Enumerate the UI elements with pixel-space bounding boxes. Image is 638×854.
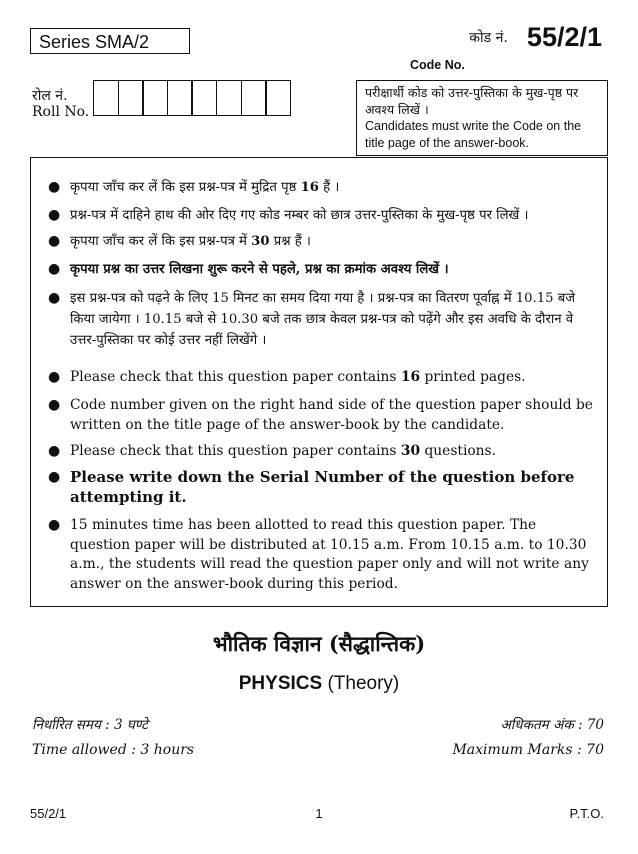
candidate-note-box: [356, 80, 608, 156]
title-english-main: PHYSICS: [238, 673, 323, 694]
bullet-icon: ●: [48, 369, 61, 385]
instruction-item: ● Please write down the Serial Number of the question before attempting it.: [48, 468, 575, 506]
title-hindi: भौतिक विज्ञान (सैद्धान्तिक): [212, 631, 426, 656]
instruction-item: ● कृपया जाँच कर लें कि इस प्रश्न-पत्र में मुद्रित पृष्ठ 16 हैं ।: [70, 178, 596, 198]
bullet-icon: ●: [48, 261, 61, 277]
roll-box[interactable]: [118, 80, 144, 116]
roll-box[interactable]: [167, 80, 193, 116]
bullet-icon: ●: [48, 207, 61, 223]
instruction-item: ● 15 minutes time has been allotted to read this question paper. The question paper will be distributed at 10.15 a.m. From 10.15 a.m. to 10.30 a.m., the students will read the question paper only and will not write any answer on the answer-book during this period.: [48, 517, 589, 592]
roll-label-english: Roll No.: [32, 104, 90, 120]
instruction-item: ● Code number given on the right hand side of the question paper should be written on the title page of the answer-book by the candidate.: [48, 397, 593, 433]
title-english: [0, 673, 638, 695]
code-block: [372, 22, 602, 52]
roll-label-hindi: रोल नं.: [32, 88, 68, 104]
max-marks-english: Maximum Marks : 70: [452, 742, 604, 758]
candidate-note-english: Candidates must write the Code on the title page of the answer-book.: [365, 119, 582, 150]
series-label: Series SMA/2: [30, 28, 190, 54]
instruction-item: ● कृपया प्रश्न का उत्तर लिखना शुरू करने से पहले, प्रश्न का क्रमांक अवश्य लिखें ।: [70, 260, 596, 280]
instruction-item: ● इस प्रश्न-पत्र को पढ़ने के लिए 15 मिनट का समय दिया गया है । प्रश्न-पत्र का वितरण पूर्वाह्न में 10.15 बजे किया जायेगा । 10.15 बजे से 10.30 बजे तक छात्र केवल प्रश्न-पत्र को पढ़ेंगे और इस अवधि के दौरान वे उत्तर-पुस्तिका पर कोई उत्तर नहीं लिखेंगे ।: [48, 290, 576, 348]
instruction-item: ● Please check that this question paper contains 16 printed pages.: [70, 368, 596, 388]
bullet-icon: ●: [48, 290, 61, 306]
bullet-icon: ●: [48, 517, 61, 533]
roll-box[interactable]: [241, 80, 267, 116]
bullet-icon: ●: [48, 397, 61, 413]
instruction-item: ● कृपया जाँच कर लें कि इस प्रश्न-पत्र में 30 प्रश्न हैं ।: [70, 232, 596, 252]
roll-box[interactable]: [216, 80, 242, 116]
footer-pto: P.T.O.: [569, 806, 604, 821]
max-marks-hindi: अधिकतम अंक : 70: [500, 717, 604, 733]
footer-code: 55/2/1: [30, 806, 67, 821]
instruction-item: ● Please check that this question paper contains 30 questions.: [70, 442, 596, 462]
title-english-sub: (Theory): [327, 673, 400, 694]
roll-box[interactable]: [191, 80, 217, 116]
roll-box[interactable]: [265, 80, 291, 116]
footer-page-number: 1: [315, 806, 323, 821]
roll-number-boxes[interactable]: [93, 80, 290, 116]
roll-box[interactable]: [93, 80, 119, 116]
roll-box[interactable]: [142, 80, 168, 116]
time-allowed-english: Time allowed : 3 hours: [32, 742, 195, 758]
bullet-icon: ●: [48, 443, 61, 459]
bullet-icon: ●: [48, 233, 61, 249]
bullet-icon: ●: [48, 469, 61, 485]
code-label-english: Code No.: [410, 58, 465, 72]
instruction-item: ● प्रश्न-पत्र में दाहिने हाथ की ओर दिए गए कोड नम्बर को छात्र उत्तर-पुस्तिका के मुख-पृष्ठ पर लिखें ।: [70, 206, 596, 226]
code-label-hindi: कोड नं.: [469, 30, 508, 46]
bullet-icon: ●: [48, 179, 61, 195]
candidate-note-hindi: परीक्षार्थी कोड को उत्तर-पुस्तिका के मुख-पृष्ठ पर अवश्य लिखें ।: [365, 85, 579, 117]
time-allowed-hindi: निर्धारित समय : 3 घण्टे: [32, 717, 148, 733]
code-number: 55/2/1: [526, 22, 602, 52]
